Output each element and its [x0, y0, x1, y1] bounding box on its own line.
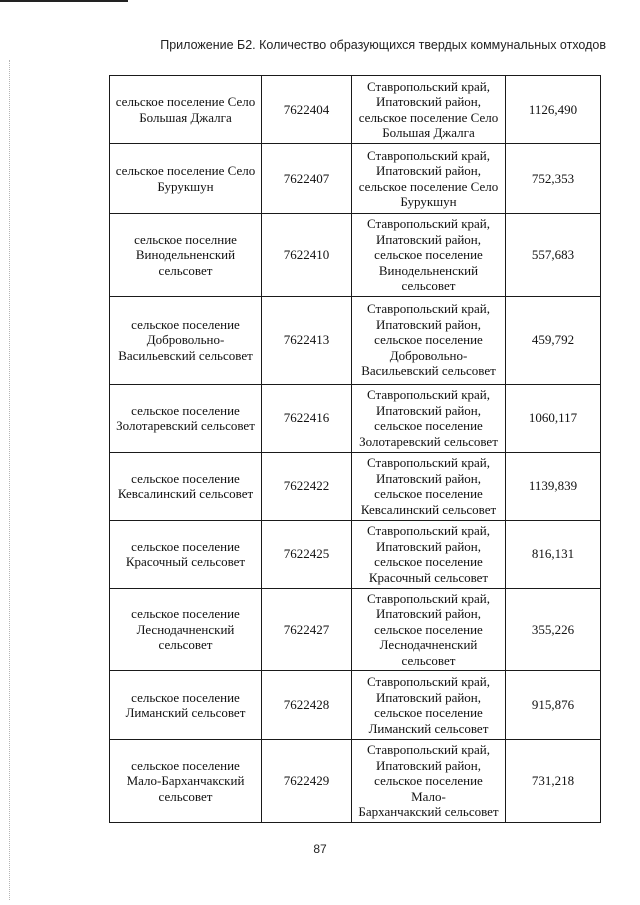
oktmo-code-cell: 7622416 [262, 384, 352, 452]
waste-amount-cell: 459,792 [506, 296, 601, 384]
waste-amount-cell: 1139,839 [506, 452, 601, 520]
oktmo-code-cell: 7622413 [262, 296, 352, 384]
oktmo-code-cell: 7622407 [262, 144, 352, 214]
table-row [110, 214, 601, 297]
waste-amount-cell: 731,218 [506, 740, 601, 823]
waste-amount-cell: 816,131 [506, 520, 601, 588]
scan-margin-dots [9, 60, 10, 900]
waste-amount-cell: 1126,490 [506, 76, 601, 144]
address-cell: Ставропольский край, Ипатовский район, сельское поселение Село Бурукшун [352, 144, 506, 214]
oktmo-code-cell: 7622427 [262, 588, 352, 671]
oktmo-code-cell: 7622425 [262, 520, 352, 588]
address-cell: Ставропольский край, Ипатовский район, сельское поселение Леснодачненский сельсовет [352, 588, 506, 671]
settlement-name-cell: сельское поселение Мало-Барханчакский сельсовет [110, 740, 262, 823]
waste-amount-cell: 752,353 [506, 144, 601, 214]
address-cell: Ставропольский край, Ипатовский район, сельское поселение Винодельненский сельсовет [352, 214, 506, 297]
address-cell: Ставропольский край, Ипатовский район, сельское поселение Кевсалинский сельсовет [352, 452, 506, 520]
settlement-name-cell: сельское поселение Красочный сельсовет [110, 520, 262, 588]
oktmo-code-cell: 7622428 [262, 671, 352, 740]
table-row [110, 671, 601, 740]
page-header: Приложение Б2. Количество образующихся твердых коммунальных отходов [160, 38, 606, 52]
address-cell: Ставропольский край, Ипатовский район, сельское поселение Красочный сельсовет [352, 520, 506, 588]
address-cell: Ставропольский край, Ипатовский район, сельское поселение Золотаревский сельсовет [352, 384, 506, 452]
table-row [110, 740, 601, 823]
table-row [110, 588, 601, 671]
settlement-name-cell: сельское поселение Кевсалинский сельсовет [110, 452, 262, 520]
oktmo-code-cell: 7622422 [262, 452, 352, 520]
waste-amount-cell: 915,876 [506, 671, 601, 740]
waste-amount-cell: 557,683 [506, 214, 601, 297]
waste-table [109, 75, 601, 823]
oktmo-code-cell: 7622404 [262, 76, 352, 144]
settlement-name-cell: сельское поселение Лиманский сельсовет [110, 671, 262, 740]
settlement-name-cell: сельское поселение Добровольно-Васильевский сельсовет [110, 296, 262, 384]
table-row [110, 520, 601, 588]
address-cell: Ставропольский край, Ипатовский район, сельское поселение Лиманский сельсовет [352, 671, 506, 740]
top-rule [0, 0, 128, 2]
address-cell: Ставропольский край, Ипатовский район, сельское поселение Добровольно- Васильевский сельсовет [352, 296, 506, 384]
settlement-name-cell: сельское поселение Золотаревский сельсовет [110, 384, 262, 452]
settlement-name-cell: сельское поселение Село Бурукшун [110, 144, 262, 214]
address-cell: Ставропольский край, Ипатовский район, сельское поселение Мало- Барханчакский сельсовет [352, 740, 506, 823]
table-row [110, 76, 601, 144]
address-cell: Ставропольский край, Ипатовский район, сельское поселение Село Большая Джалга [352, 76, 506, 144]
page-number: 87 [313, 842, 327, 856]
oktmo-code-cell: 7622410 [262, 214, 352, 297]
table-row [110, 384, 601, 452]
waste-amount-cell: 1060,117 [506, 384, 601, 452]
table-row [110, 144, 601, 214]
settlement-name-cell: сельское поселние Винодельненский сельсовет [110, 214, 262, 297]
settlement-name-cell: сельское поселение Леснодачненский сельсовет [110, 588, 262, 671]
oktmo-code-cell: 7622429 [262, 740, 352, 823]
waste-amount-cell: 355,226 [506, 588, 601, 671]
table-row [110, 296, 601, 384]
table-row [110, 452, 601, 520]
settlement-name-cell: сельское поселение Село Большая Джалга [110, 76, 262, 144]
